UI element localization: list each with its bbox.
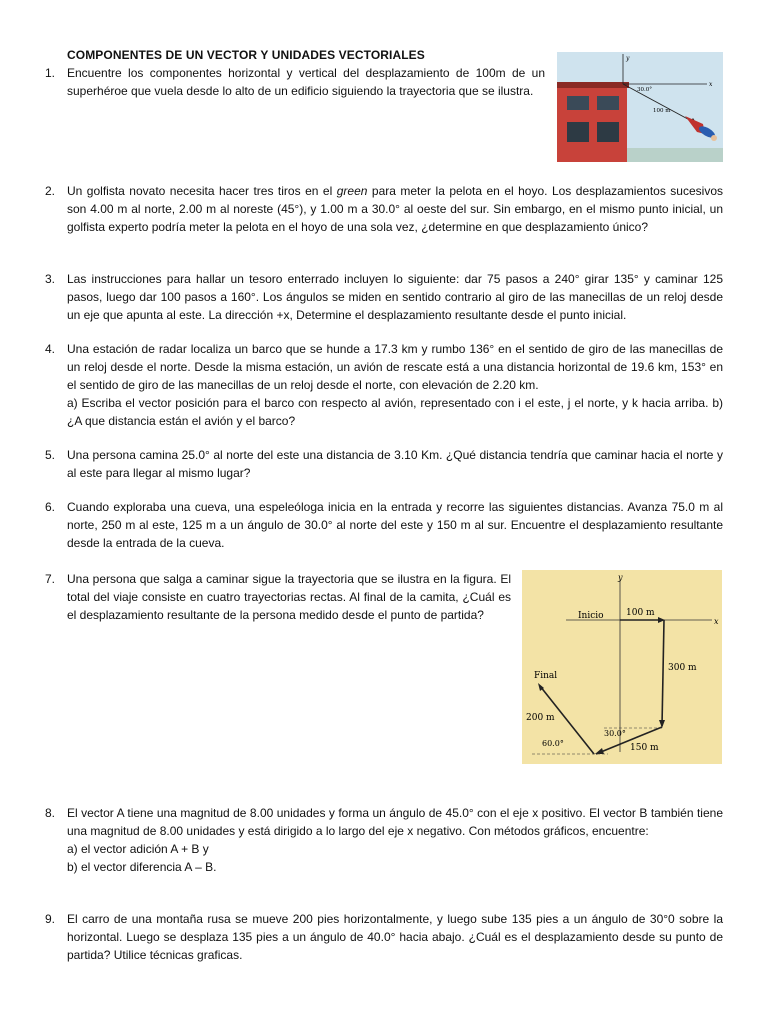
problem-4 [45, 340, 723, 430]
problem-number: 7. [45, 572, 56, 586]
problem-number: 8. [45, 806, 56, 820]
x-axis-label: x [714, 617, 719, 626]
problem-text: El vector A tiene una magnitud de 8.00 unidades y forma un ángulo de 45.0° con el eje x positivo. El vector B también tiene una magnitud de 8.00 unidades y está dirigido a lo largo del eje x negativo. Con métodos gráficos, encuentre: [67, 806, 723, 838]
problem-3 [45, 270, 723, 324]
angle-label: 30.0° [637, 87, 652, 93]
problem-number: 3. [45, 272, 56, 286]
problem-2 [45, 182, 723, 236]
problem-number: 1. [45, 66, 56, 80]
problem-number: 4. [45, 342, 56, 356]
problem-6 [45, 498, 723, 552]
angle-2-label: 30.0° [604, 729, 626, 738]
problem-text: Cuando exploraba una cueva, una espeleóloga inicia en la entrada y recorre las siguientes distancias. Avanza 75.0 m al norte, 250 m al este, 125 m a un ángulo de 30.0° al norte del este y 150 m al sur. Encuentre el desplazamiento resultante desde la entrada de la cueva. [67, 500, 723, 550]
y-axis-label: y [626, 55, 630, 62]
building-window [597, 122, 619, 142]
problem-number: 5. [45, 448, 56, 462]
problem-number: 9. [45, 912, 56, 926]
building-window [597, 96, 619, 110]
problem-5 [45, 446, 723, 482]
problem-text: Encuentre los componentes horizontal y vertical del desplazamiento de 100m de un superhéroe que vuela desde lo alto de un edificio siguiendo la trayectoria que se ilustra. [67, 66, 545, 98]
building-window [567, 96, 589, 110]
segment-4-label: 200 m [526, 713, 555, 723]
problem-number: 6. [45, 500, 56, 514]
superhero-figure [557, 52, 723, 162]
path-figure [522, 570, 722, 764]
start-label: Inicio [578, 611, 604, 621]
problem-text: Una persona camina 25.0° al norte del este una distancia de 3.10 Km. ¿Qué distancia tendría que caminar hacia el norte y al este para llegar al mismo lugar? [67, 448, 723, 480]
end-label: Final [534, 671, 558, 681]
segment-2-label: 300 m [668, 663, 697, 673]
segment-3-label: 150 m [630, 743, 659, 753]
page-title: COMPONENTES DE UN VECTOR Y UNIDADES VECTORIALES [67, 48, 425, 62]
problem-8 [45, 804, 723, 876]
problem-7 [45, 570, 511, 624]
angle-1-label: 60.0° [542, 739, 564, 748]
building-window [567, 122, 589, 142]
problem-number: 2. [45, 184, 56, 198]
problem-item-b: b) el vector diferencia A – B. [67, 860, 217, 874]
problem-1 [45, 64, 545, 100]
problem-text: Una persona que salga a caminar sigue la trayectoria que se ilustra en la figura. El total del viaje consiste en cuatro trayectorias rectas. Al final de la camita, ¿Cuál es el desplazamiento resultante de la persona medido desde el punto de partida? [67, 572, 511, 622]
y-axis-label: y [618, 573, 623, 582]
problem-text: Un golfista novato necesita hacer tres tiros en el green para meter la pelota en el hoyo. Los desplazamientos sucesivos son 4.00 m al norte, 2.00 m al noreste (45°), y 1.00 m a 30.0° al oeste del sur. Sin embargo, en el mismo punto inicial, un golfista experto podría meter la pelota en el hoyo de una sola vez, ¿determine en que desplazamiento único? [67, 184, 723, 234]
problem-subquestions: a) Escriba el vector posición para el barco con respecto al avión, representado con i el este, j el norte, y k hacia arriba. b) ¿A que distancia están el avión y el barco? [67, 396, 723, 428]
problem-9 [45, 910, 723, 964]
problem-text: Una estación de radar localiza un barco que se hunde a 17.3 km y rumbo 136° en el sentido de giro de las manecillas de un reloj desde el norte. Desde la misma estación, un avión de rescate está a una distancia horizontal de 19.6 km, 153° en el sentido de giro de las manecillas de un reloj desde el norte, con elevación de 2.20 km. [67, 342, 723, 392]
segment-1-label: 100 m [626, 608, 655, 618]
problem-text: Las instrucciones para hallar un tesoro enterrado incluyen lo siguiente: dar 75 pasos a 240° girar 135° y caminar 125 pasos, luego dar 100 pasos a 160°. Los ángulos se miden en sentido contrario al giro de las manecillas de un reloj desde un eje que apunta al este. La dirección +x, Determine el desplazamiento resultante desde el punto inicial. [67, 272, 723, 322]
x-axis-label: x [709, 81, 713, 88]
problem-text: El carro de una montaña rusa se mueve 200 pies horizontalmente, y luego sube 135 pies a un ángulo de 30°0 sobre la horizontal. Luego se desplaza 135 pies a un ángulo de 40.0° hacia abajo. ¿Cuál es el desplazamiento desde su punto de partida? Utilice técnicas graficas. [67, 912, 723, 962]
problem-item-a: a) el vector adición A + B y [67, 842, 209, 856]
distance-label: 100 m [653, 108, 671, 114]
building-roof [557, 82, 629, 88]
